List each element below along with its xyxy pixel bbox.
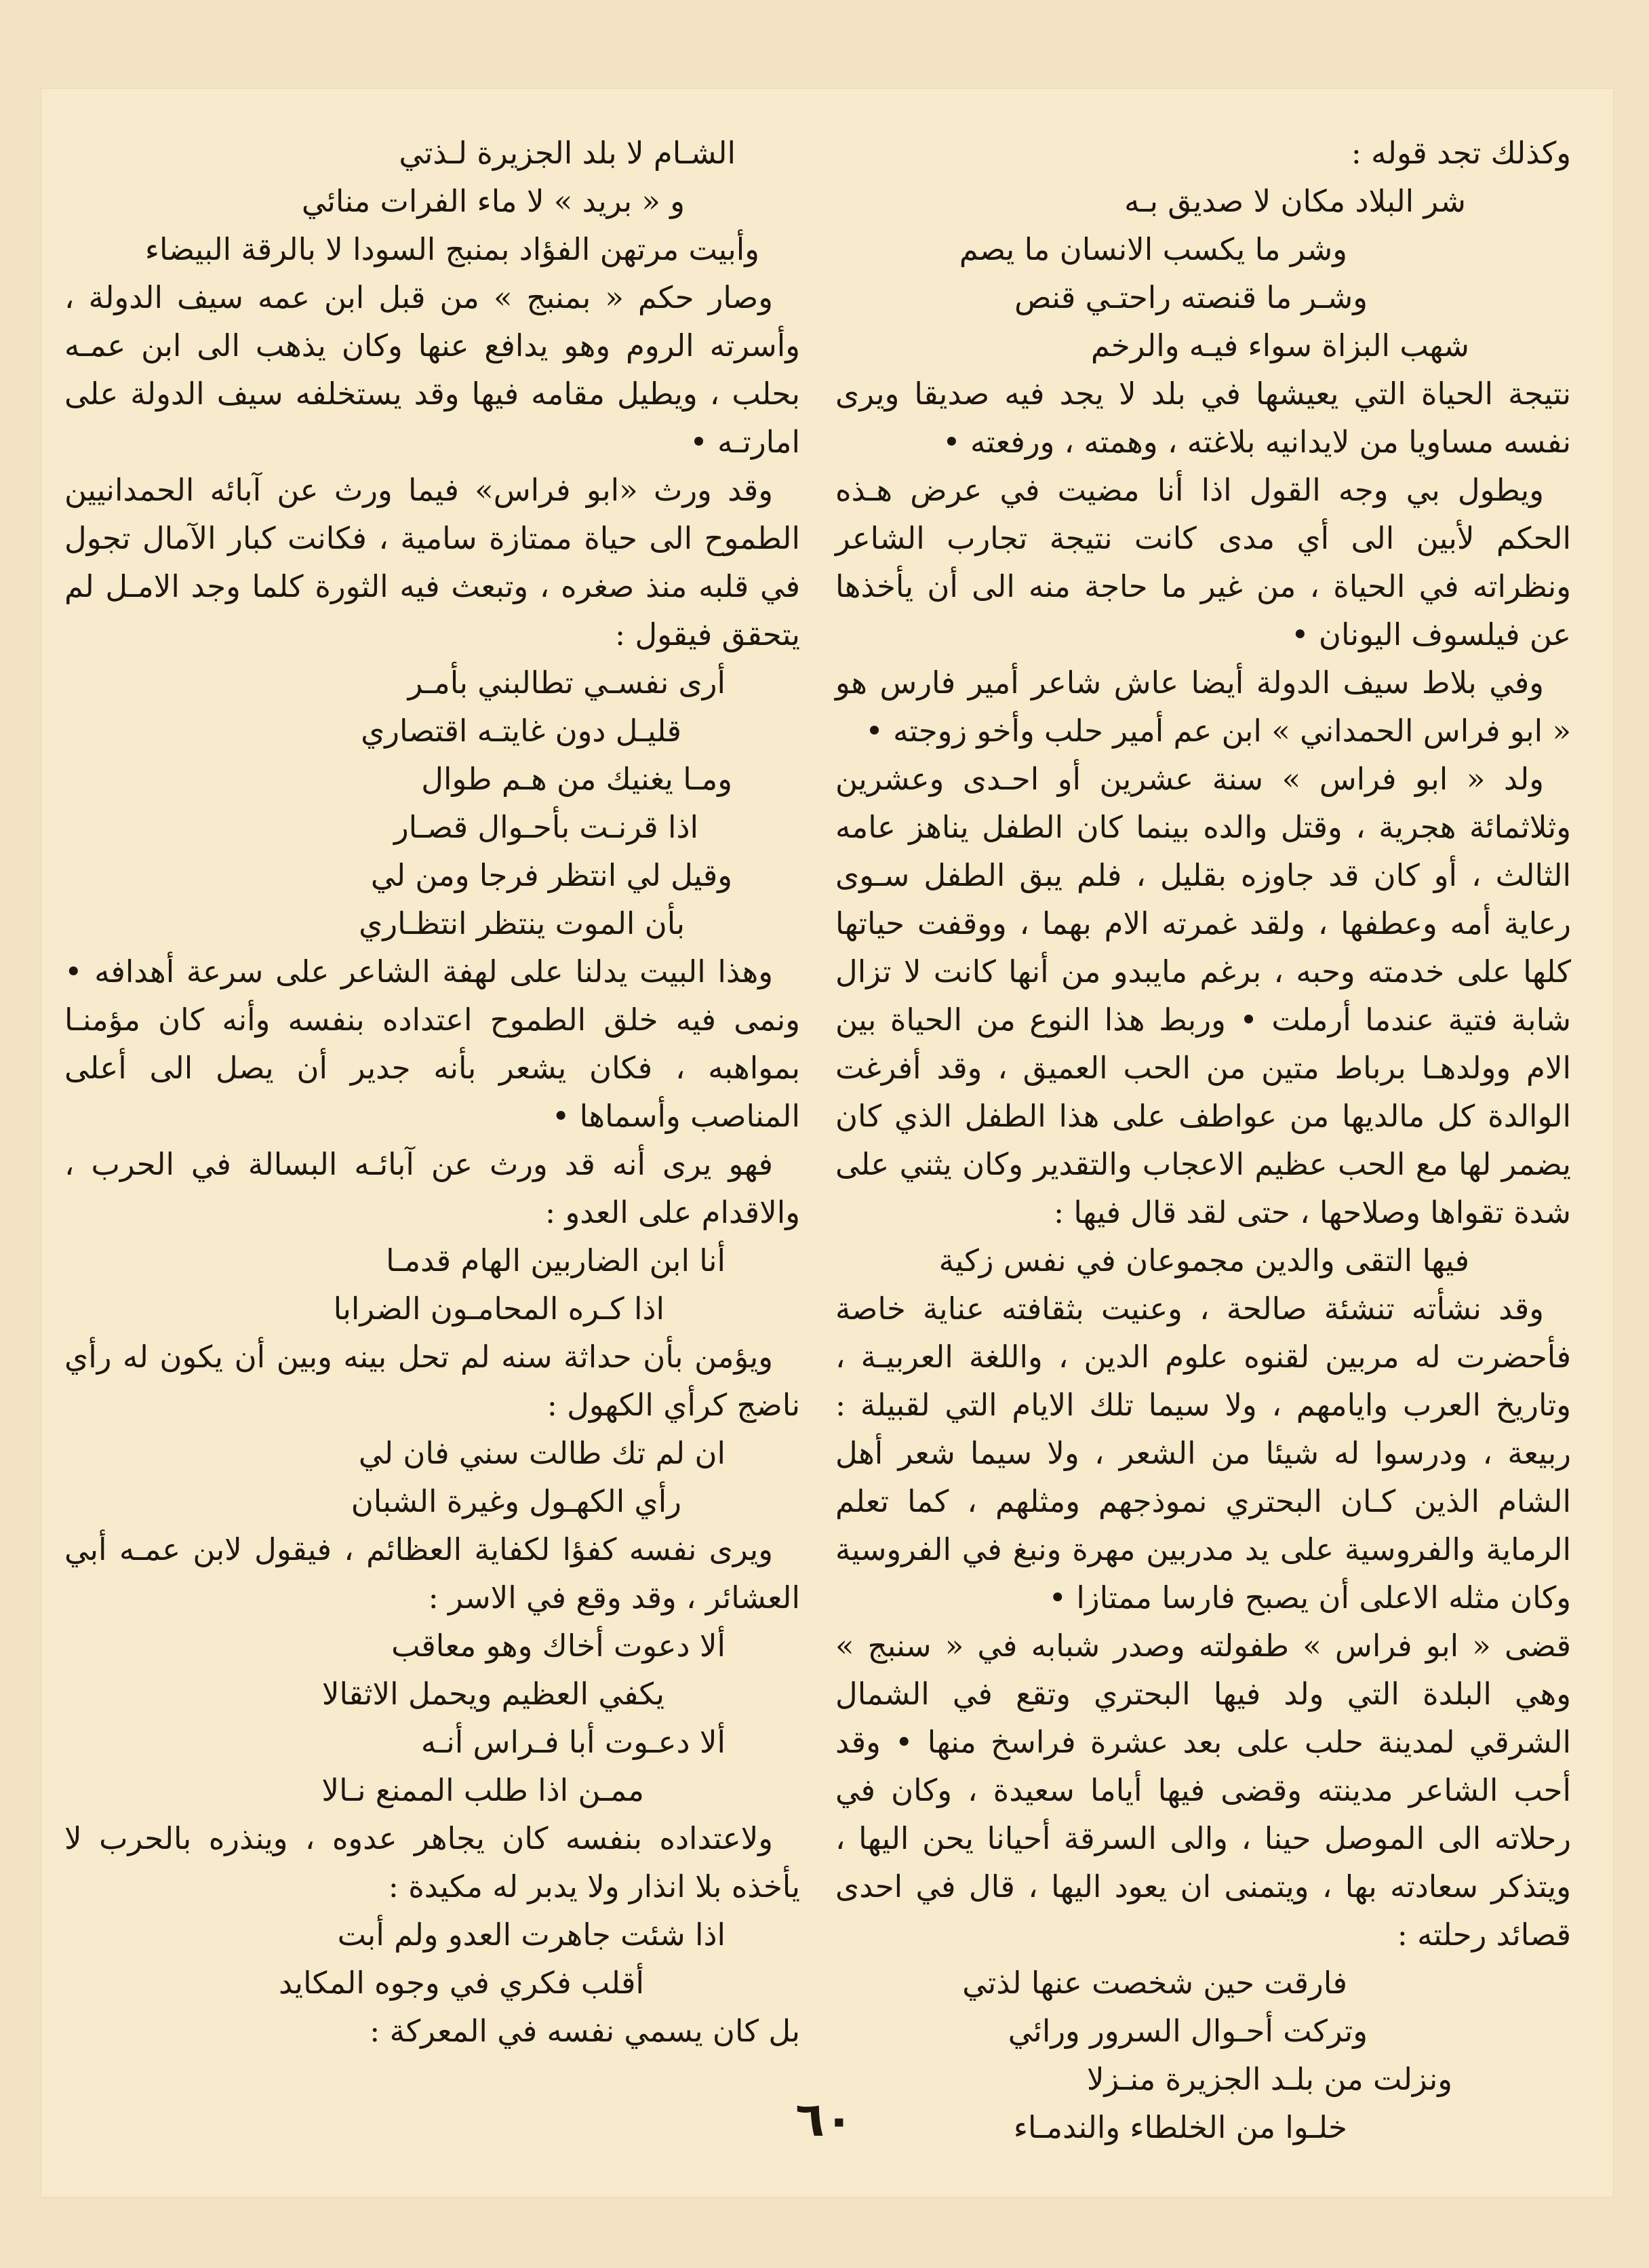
verse-line: وشـر ما قنصته راحتـي قنص xyxy=(1014,279,1368,315)
verse-line: أرى نفسـي تطالبني بأمـر xyxy=(408,665,726,701)
paragraph: قضى « ابو فراس » طفولته وصدر شبابه في « سنبج » وهي البلدة التي ولد فيها البحتري وتقع في الشمال الشرقي لمدينة حلب على بعد عشرة فراسخ منها • وقد أحب الشاعر مدينته وقضى فيها أياما سعيدة ، وكان في رحلاته الى الموصل حينا ، والى السرقة أحيانا يحن اليها ، ويتذكر سعادته بها ، ويتمنى ان يعود اليها ، قال في احدى قصائد رحلته : xyxy=(835,1628,1571,1953)
verse-line: بأن الموت ينتظر انتظـاري xyxy=(359,905,685,941)
verse-line: وقيل لي انتظر فرجا ومن لي xyxy=(370,857,732,893)
verse-line: يكفي العظيم ويحمل الاثقالا xyxy=(321,1676,664,1712)
verse-line: ممـن اذا طلب الممنع نـالا xyxy=(321,1772,644,1808)
verse-line: شهب البزاة سواء فيـه والرخم xyxy=(1090,328,1469,364)
verse-line: و « بريد » لا ماء الفرات منائي xyxy=(301,183,685,219)
verse-line: الشـام لا بلد الجزيرة لـذتي xyxy=(399,135,736,171)
verse-line: وتركت أحـوال السرور ورائي xyxy=(1008,2013,1368,2049)
verse-line: رأي الكهـول وغيرة الشبان xyxy=(351,1483,681,1519)
paragraph: ولد « ابو فراس » سنة عشرين أو احـدى وعشرين وثلاثمائة هجرية ، وقتل والده بينما كان الطفل يناهز عامه الثالث ، أو كان قد جاوزه بقليل ، فلم يبق الطفل سـوى رعاية أمه وعطفها ، ولقد غمرته الام بهما ، ووقفت حياتها كلها على خدمته وحبه ، برغم مايبدو من أنها كانت لا تزال شابة فتية عندما أرملت • وربط هذا النوع من الحياة بين الام وولدهـا برباط متين من الحب العميق ، وقد أفرغت الوالدة كل مالديها من عواطف على هذا الطفل الذي كان يضمر لها مع الحب عظيم الاعجاب والتقدير وكان يثني على شدة تقواها وصلاحها ، حتى لقد قال فيها : xyxy=(835,761,1571,1230)
verse-line: فارقت حين شخصت عنها لذتي xyxy=(962,1965,1347,2001)
left-text-column xyxy=(64,129,800,2055)
right-text-column xyxy=(835,129,1571,2151)
paragraph: ولاعتداده بنفسه كان يجاهر عدوه ، وينذره بالحرب لا يأخذه بلا انذار ولا يدبر له مكيدة : xyxy=(64,1820,800,1904)
verse-line: ألا دعـوت أبا فـراس أنـه xyxy=(420,1724,726,1760)
paragraph: ويطول بي وجه القول اذا أنا مضيت في عرض هـذه الحكم لأبين الى أي مدى كانت نتيجة تجارب الشاعر ونظراته في الحياة ، من غير ما حاجة منه الى أن يأخذها عن فيلسوف اليونان • xyxy=(835,472,1571,652)
verse-line: فيها التقى والدين مجموعان في نفس زكية xyxy=(938,1243,1469,1278)
paragraph: بل كان يسمي نفسه في المعركة : xyxy=(370,2013,800,2049)
verse-line: قليـل دون غايتـه اقتصاري xyxy=(361,713,681,749)
paragraph: وهذا البيت يدلنا على لهفة الشاعر على سرعة أهدافه • ونمى فيه خلق الطموح اعتداده بنفسه وأنه كان مؤمنـا بمواهبه ، فكان يشعر بأنه جدير أن يصل الى أعلى المناصب وأسماها • xyxy=(64,954,800,1134)
paragraph: ويرى نفسه كفؤا لكفاية العظائم ، فيقول لابن عمـه أبي العشائر ، وقد وقع في الاسر : xyxy=(64,1531,800,1616)
verse-line: أنا ابن الضاربين الهام قدمـا xyxy=(386,1243,726,1278)
paragraph: فهو يرى أنه قد ورث عن آبائـه البسالة في الحرب ، والاقدام على العدو : xyxy=(64,1146,800,1230)
verse-line: اذا شئت جاهرت العدو ولم أبت xyxy=(337,1917,726,1953)
verse-line: ونزلت من بلـد الجزيرة منـزلا xyxy=(1086,2061,1452,2097)
verse-line: وشر ما يكسب الانسان ما يصم xyxy=(959,231,1347,267)
paragraph: وقد ورث «ابو فراس» فيما ورث عن آبائه الحمدانيين الطموح الى حياة ممتازة سامية ، فكانت كبار الآمال تجول في قلبه منذ صغره ، وتبعث فيه الثورة كلما وجد الامـل لم يتحقق فيقول : xyxy=(64,472,800,652)
paragraph: نتيجة الحياة التي يعيشها في بلد لا يجد فيه صديقا ويرى نفسه مساويا من لايدانيه بلاغته ، وهمته ، ورفعته • xyxy=(835,376,1571,460)
paragraph: وفي بلاط سيف الدولة أيضا عاش شاعر أمير فارس هو « ابو فراس الحمداني » ابن عم أمير حلب وأخو زوجته • xyxy=(835,665,1571,749)
verse-line: شر البلاد مكان لا صديق بـه xyxy=(1124,183,1466,219)
verse-line: اذا قرنـت بأحـوال قصـار xyxy=(393,809,698,845)
paragraph: وقد نشأته تنشئة صالحة ، وعنيت بثقافته عناية خاصة فأحضرت له مربين لقنوه علوم الدين ، واللغة العربيـة ، وتاريخ العرب وايامهم ، ولا سيما تلك الايام التي لقبيلة : ربيعة ، ودرسوا له شيئا من الشعر ، ولا سيما شعر أهل الشام الذين كـان البحتري نموذجهم ومثلهم ، كما تعلم الرماية والفروسية على يد مدربين مهرة ونبغ في الفروسية وكان مثله الاعلى أن يصبح فارسا ممتازا • xyxy=(835,1291,1571,1616)
verse-line: ان لم تك طالت سني فان لي xyxy=(358,1435,726,1471)
verse-line: اذا كـره المحامـون الضرابا xyxy=(333,1291,664,1327)
verse-line: ألا دعوت أخاك وهو معاقب xyxy=(391,1628,726,1664)
paragraph: ويؤمن بأن حداثة سنه لم تحل بينه وبين أن يكون له رأي ناضج كرأي الكهول : xyxy=(64,1339,800,1423)
verse-line: خلـوا من الخلطاء والندمـاء xyxy=(1013,2109,1347,2145)
paragraph: وكذلك تجد قوله : xyxy=(1351,135,1571,171)
page-number: ٦٠ xyxy=(795,2092,854,2147)
verse-line: ومـا يغنيك من هـم طوال xyxy=(421,761,732,797)
verse-line: وأبيت مرتهن الفؤاد بمنبج السودا لا بالرقة البيضاء xyxy=(144,231,759,267)
paragraph: وصار حكم « بمنبج » من قبل ابن عمه سيف الدولة ، وأسرته الروم وهو يدافع عنها وكان يذهب الى ابن عمـه بحلب ، ويطيل مقامه فيها وقد يستخلفه سيف الدولة على امارتـه • xyxy=(64,279,800,460)
verse-line: أقلب فكري في وجوه المكايد xyxy=(278,1965,644,2001)
